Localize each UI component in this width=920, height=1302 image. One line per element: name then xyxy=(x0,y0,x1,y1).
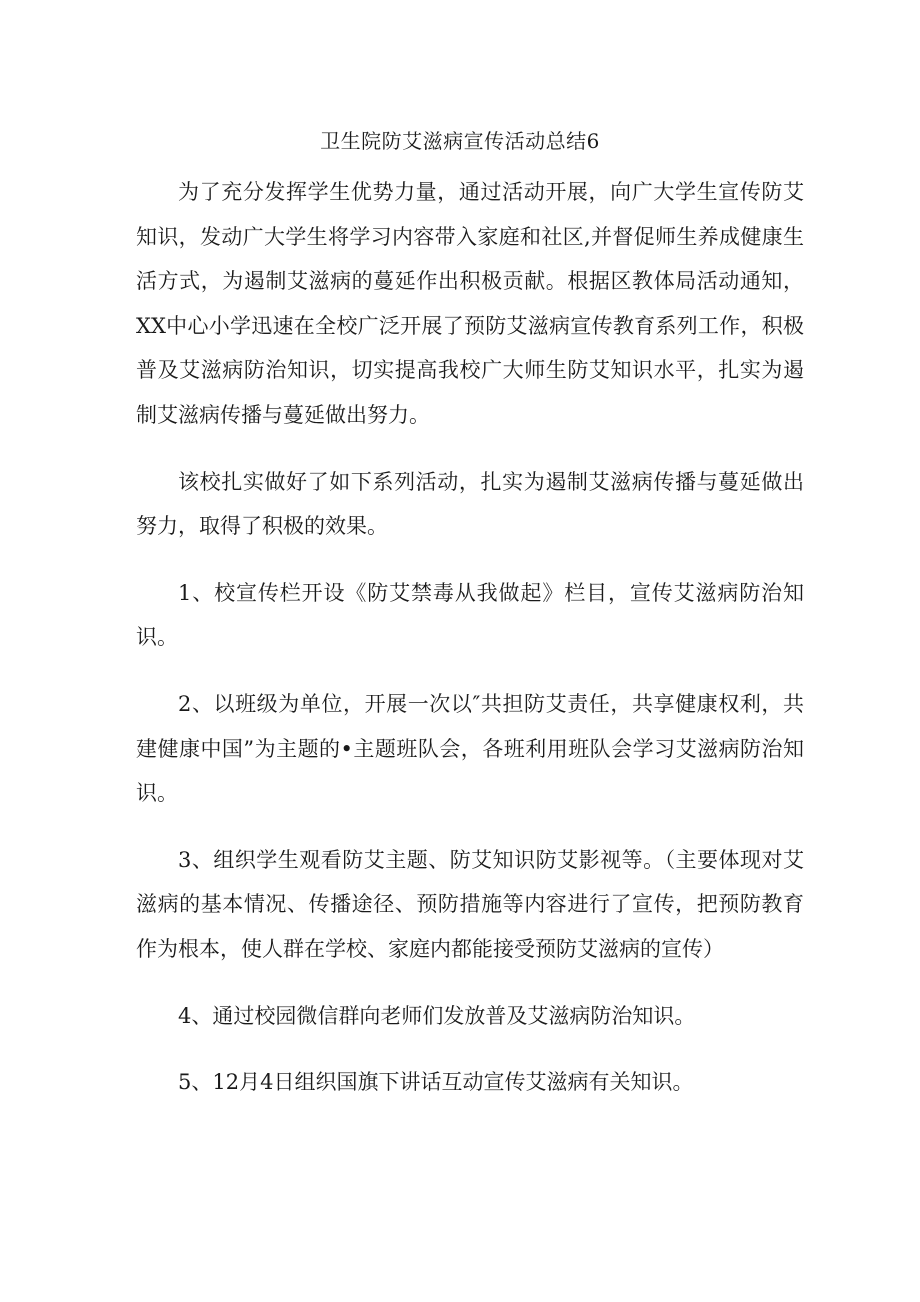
paragraph-item-4: 4、通过校园微信群向老师们发放普及艾滋病防治知识。 xyxy=(178,1003,696,1028)
paragraph-item-1: 1、校宣传栏开设《防艾禁毒从我做起》栏目，宣传艾滋病防治知识。 xyxy=(136,580,804,650)
document-body xyxy=(136,170,804,1105)
paragraph-summary: 该校扎实做好了如下系列活动，扎实为遏制艾滋病传播与蔓延做出努力，取得了积极的效果。 xyxy=(136,469,804,539)
paragraph-item-3: 3、组织学生观看防艾主题、防艾知识防艾影视等。（主要体现对艾滋病的基本情况、传播途径、预防措施等内容进行了宣传，把预防教育作为根本，使人群在学校、家庭内都能接受预防艾滋病的宣传） xyxy=(136,847,804,961)
paragraph-intro: 为了充分发挥学生优势力量，通过活动开展，向广大学生宣传防艾知识，发动广大学生将学习内容带入家庭和社区,并督促师生养成健康生活方式，为遏制艾滋病的蔓延作出积极贡献。根据区教体局活动通知，XX中心小学迅速在全校广泛开展了预防艾滋病宣传教育系列工作，积极普及艾滋病防治知识，切实提高我校广大师生防艾知识水平，扎实为遏制艾滋病传播与蔓延做出努力。 xyxy=(136,180,804,427)
document-title: 卫生院防艾滋病宣传活动总结6 xyxy=(320,129,600,153)
paragraph-item-5: 5、12月4日组织国旗下讲话互动宣传艾滋病有关知识。 xyxy=(178,1070,694,1095)
paragraph-item-2: 2、以班级为单位，开展一次以″共担防艾责任，共享健康权利，共建健康中国”为主题的•主题班队会，各班利用班队会学习艾滋病防治知识。 xyxy=(136,691,804,806)
